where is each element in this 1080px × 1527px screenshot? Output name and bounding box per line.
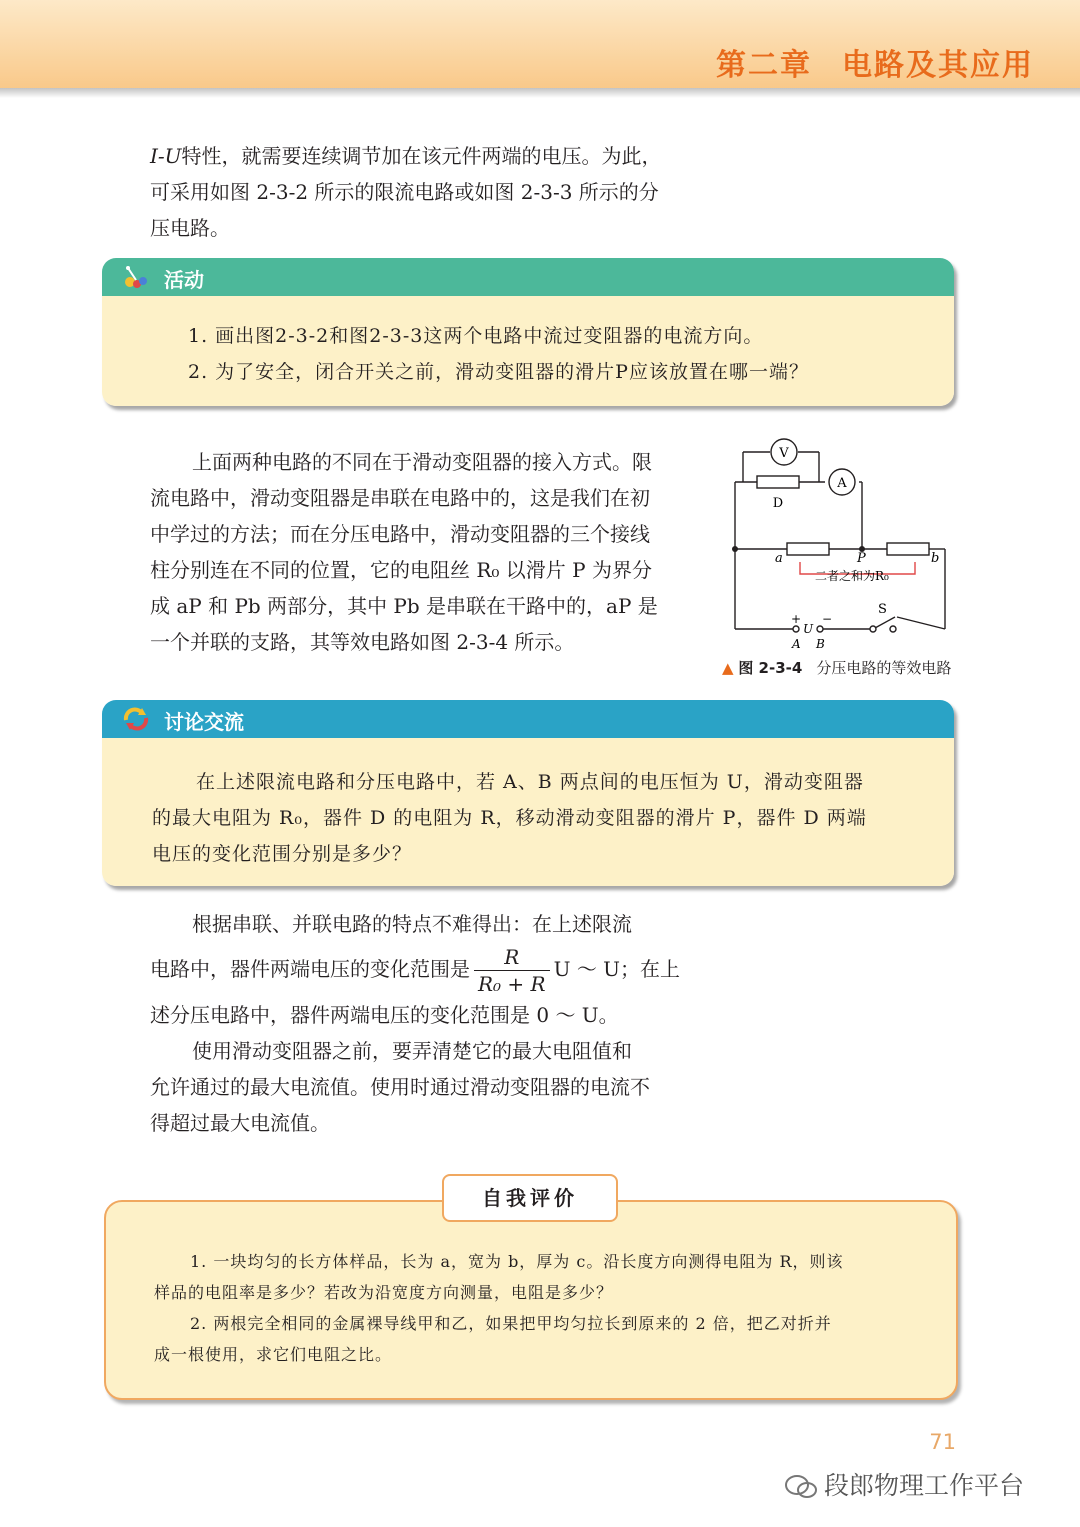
discussion-title: 讨论交流 [164,710,244,734]
body1-line: 流电路中，滑动变阻器是串联在电路中的，这是我们在初 [150,486,650,510]
ammeter-label: A [837,476,847,491]
discussion-body [102,738,954,886]
minus-label: − [822,612,833,626]
figure-caption [722,657,951,678]
activity-icon [122,264,150,290]
body2-line-2 [150,944,710,997]
discussion-icon [122,706,150,732]
body2-line-2-post: U ～ U；在上 [553,957,681,981]
discussion-box [102,700,954,886]
voltmeter-label: V [779,446,789,461]
caption-label: 图 2-3-4 [738,659,803,677]
body1-line: 上面两种电路的不同在于滑动变阻器的接入方式。限 [192,450,652,474]
caption-triangle-icon: ▲ [722,659,734,677]
discussion-header [102,700,954,738]
activity-item-2: 2. 为了安全，闭合开关之前，滑动变阻器的滑片P应该放置在哪一端？ [188,361,809,383]
chapter-name: 电路及其应用 [842,48,1034,83]
body-paragraph-2 [150,906,710,1141]
activity-item-1: 1. 画出图2-3-2和图2-3-3这两个电路中流过变阻器的电流方向。 [188,325,764,347]
fraction-numerator: R [474,944,550,971]
watermark-text: 段郎物理工作平台 [824,1471,1025,1500]
intro-line-1: 特性，就需要连续调节加在该元件两端的电压。为此， [181,144,662,168]
body1-line: 柱分别连在不同的位置，它的电阻丝 R₀ 以滑片 P 为界分 [150,558,652,582]
point-b-label: b [931,551,940,566]
point-a-label: a [775,551,783,566]
activity-header [102,258,954,296]
sum-label: 二者之和为R₀ [815,569,889,583]
self-eval-box [104,1200,958,1400]
body2-line-3: 述分压电路中，器件两端电压的变化范围是 0 ～ U。 [150,1003,619,1027]
activity-box [102,258,954,406]
body1-line: 一个并联的支路，其等效电路如图 2-3-4 所示。 [150,630,575,654]
iu-term: I-U [150,144,182,168]
self-eval-line: 成一根使用，求它们电阻之比。 [154,1345,393,1364]
plus-label: + [791,612,802,626]
rheostat-pb [887,543,929,555]
resistor-d [757,476,799,488]
body-paragraph-1 [150,444,710,660]
body1-line: 成 aP 和 Pb 两部分，其中 Pb 是串联在干路中的，aP 是 [150,594,658,618]
wechat-icon [784,1474,818,1500]
body2-line-6: 得超过最大电流值。 [150,1111,330,1135]
terminal-b-label: B [816,637,825,651]
watermark [784,1466,1024,1502]
u-label: U [803,622,814,636]
discussion-line: 的最大电阻为 R₀，器件 D 的电阻为 R，移动滑动变阻器的滑片 P，器件 D 两端 [152,807,867,829]
discussion-line: 在上述限流电路和分压电路中，若 A、B 两点间的电压恒为 U，滑动变阻器 [196,771,864,793]
body2-line-2-pre: 电路中，器件两端电压的变化范围是 [150,957,470,981]
intro-line-2: 可采用如图 2-3-2 所示的限流电路或如图 2-3-3 所示的分 [150,180,659,204]
body1-line: 中学过的方法；而在分压电路中，滑动变阻器的三个接线 [150,522,650,546]
body2-line-4: 使用滑动变阻器之前，要弄清楚它的最大电阻值和 [192,1039,632,1063]
self-eval-title: 自我评价 [442,1174,618,1222]
caption-text: 分压电路的等效电路 [816,659,952,677]
header-divider [0,88,1080,98]
switch-label: S [878,602,887,617]
body2-line-5: 允许通过的最大电流值。使用时通过滑动变阻器的电流不 [150,1075,650,1099]
activity-body [102,296,954,406]
page-number: 71 [929,1430,956,1454]
slider-p-label: P [857,551,866,566]
rheostat-ap [787,543,829,555]
fraction-denominator: R₀ + R [478,972,546,996]
activity-title: 活动 [164,268,204,292]
self-eval-content [106,1202,956,1370]
self-eval-line: 1. 一块均匀的长方体样品，长为 a，宽为 b，厚为 c。沿长度方向测得电阻为 R，则该 [190,1252,844,1271]
discussion-line: 电压的变化范围分别是多少？ [152,843,413,865]
self-eval-line: 2. 两根完全相同的金属裸导线甲和乙，如果把甲均匀拉长到原来的 2 倍，把乙对折并 [190,1314,832,1333]
terminal-a-label: A [792,637,801,651]
chapter-number: 第二章 [716,48,812,83]
self-eval-line: 样品的电阻率是多少？若改为沿宽度方向测量，电阻是多少？ [154,1283,614,1302]
resistor-d-label: D [772,496,784,511]
voltage-fraction [474,944,550,997]
chapter-title [716,40,1034,84]
intro-paragraph [150,138,710,246]
body2-line-1: 根据串联、并联电路的特点不难得出：在上述限流 [192,912,632,936]
intro-line-3: 压电路。 [150,216,230,240]
circuit-diagram [725,432,955,654]
